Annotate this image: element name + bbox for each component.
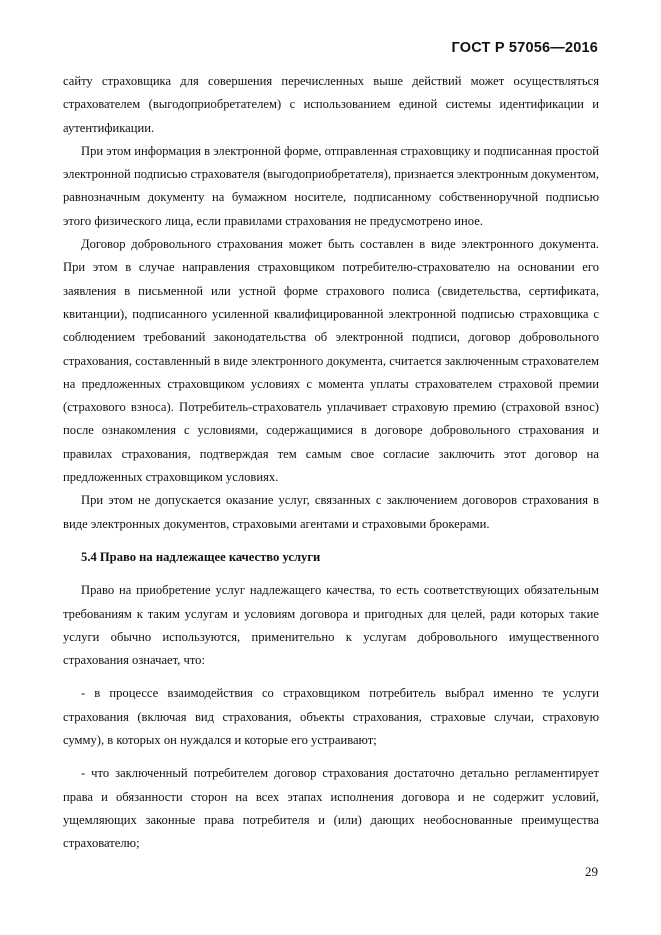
standard-header: ГОСТ Р 57056—2016 [451,40,598,56]
list-item-service-choice: - в процессе взаимодействия со страховщиком потребитель выбрал именно те услуги страхования (включая вид страхования, объекты страхования, страховые случаи, страховую сумму), в которых он нуждался и которые его устраивают; [63,686,599,748]
paragraph-continuation: сайту страховщика для совершения перечисленных выше действий может осуществляться страхователем (выгодоприобретателем) с использованием единой системы идентификации и аутентификации. [63,74,599,135]
list-item-contract-terms: - что заключенный потребителем договор страхования достаточно детально регламентирует права и обязанности сторон на всех этапах исполнения договора и не содержит условий, ущемляющих законные права потребителя и (или) дающих необоснованные преимущества страхователю; [63,766,599,851]
page-number: 29 [585,864,598,879]
paragraph-agents-restriction: При этом не допускается оказание услуг, связанных с заключением договоров страхования в виде электронных документов, страховыми агентами и страховыми брокерами. [63,493,599,531]
paragraph-quality-right: Право на приобретение услуг надлежащего качества, то есть соответствующих обязательным требованиям к таким услугам и условиям договора и пригодных для целей, ради которых такие услуги обычно используются, применительно к услугам добровольного имущественного страхования означает, что: [63,583,599,668]
paragraph-electronic-contract: Договор добровольного страхования может быть составлен в виде электронного документа. При этом в случае направления страховщиком потребителю-страхователю на основании его заявления в письменной или устной форме страхового полиса (свидетельства, сертификата, квитанции), подписанного усиленной квалифицированной электронной подписью страховщика с соблюдением требований законодательства об электронной подписи, договор добровольного страхования, составленный в виде электронного документа, считается заключенным страхователем на предложенных страховщиком условиях с момента уплаты страхователем страховой премии (страхового взноса). Потребитель-страхователь уплачивает страховую премию (страховой взнос) после ознакомления с условиями, содержащимися в договоре добровольного страхования и правилах страхования, подтверждая тем самым свое согласие заключить этот договор на предложенных страховщиком условиях. [63,237,599,485]
section-heading: 5.4 Право на надлежащее качество услуги [81,549,321,564]
document-body [63,70,599,856]
paragraph-electronic-signature: При этом информация в электронной форме, отправленная страховщику и подписанная простой электронной подписью страхователя (выгодоприобретателя), признается электронным документом, равнозначным документу на бумажном носителе, подписанному собственноручной подписью этого физического лица, если правилами страхования не предусмотрено иное. [63,143,599,228]
